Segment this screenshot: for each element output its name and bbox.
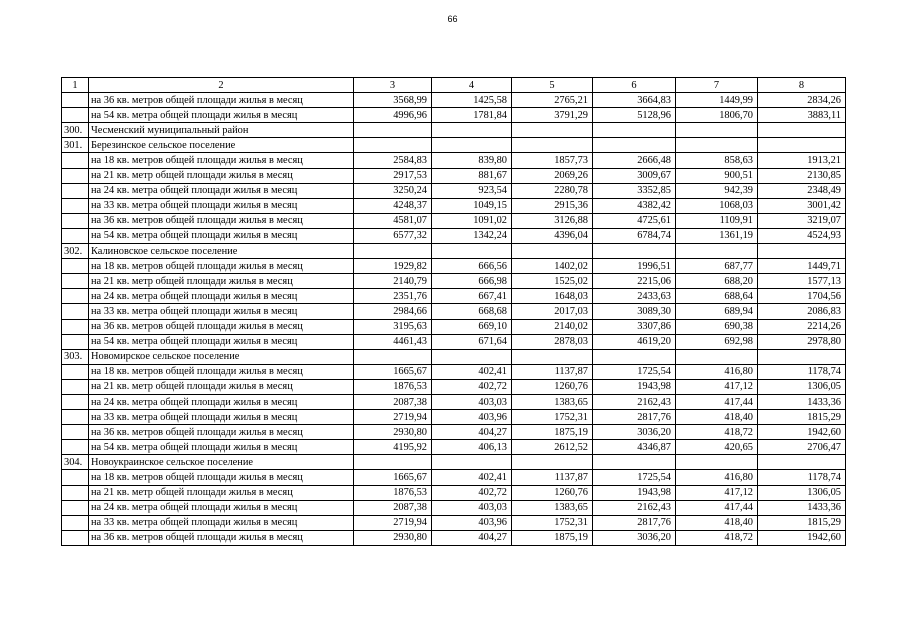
value-cell: 3001,42 — [758, 198, 846, 213]
column-number: 7 — [676, 78, 758, 93]
section-title: Чесменский муниципальный район — [89, 123, 354, 138]
row-label: на 36 кв. метров общей площади жилья в месяц — [89, 319, 354, 334]
value-cell — [432, 123, 512, 138]
section-title: Калиновское сельское поселение — [89, 244, 354, 259]
row-number — [62, 153, 89, 168]
value-cell: 2878,03 — [512, 334, 593, 349]
row-label: на 18 кв. метров общей площади жилья в месяц — [89, 364, 354, 379]
value-cell: 2086,83 — [758, 304, 846, 319]
value-cell: 2834,26 — [758, 93, 846, 108]
row-number — [62, 213, 89, 228]
row-number — [62, 530, 89, 545]
value-cell: 2130,85 — [758, 168, 846, 183]
row-number: 301. — [62, 138, 89, 153]
table-row — [62, 108, 846, 123]
value-cell: 4524,93 — [758, 228, 846, 243]
row-number — [62, 410, 89, 425]
value-cell: 1091,02 — [432, 213, 512, 228]
value-cell: 1178,74 — [758, 470, 846, 485]
value-cell: 2706,47 — [758, 440, 846, 455]
row-number — [62, 304, 89, 319]
value-cell: 1306,05 — [758, 485, 846, 500]
table-row — [62, 410, 846, 425]
value-cell: 2087,38 — [354, 394, 432, 409]
value-cell: 1996,51 — [593, 259, 676, 274]
value-cell: 1665,67 — [354, 364, 432, 379]
value-cell — [354, 349, 432, 364]
row-label: на 54 кв. метра общей площади жилья в месяц — [89, 334, 354, 349]
value-cell: 1425,58 — [432, 93, 512, 108]
value-cell: 1137,87 — [512, 470, 593, 485]
value-cell: 416,80 — [676, 364, 758, 379]
row-label: на 33 кв. метра общей площади жилья в месяц — [89, 410, 354, 425]
column-number: 6 — [593, 78, 676, 93]
value-cell: 418,72 — [676, 530, 758, 545]
column-number: 3 — [354, 78, 432, 93]
value-cell: 403,03 — [432, 500, 512, 515]
table-row — [62, 259, 846, 274]
value-cell: 3307,86 — [593, 319, 676, 334]
value-cell: 1929,82 — [354, 259, 432, 274]
value-cell: 671,64 — [432, 334, 512, 349]
value-cell: 1815,29 — [758, 410, 846, 425]
row-number — [62, 93, 89, 108]
value-cell: 1178,74 — [758, 364, 846, 379]
value-cell: 2280,78 — [512, 183, 593, 198]
table-row — [62, 304, 846, 319]
column-number: 5 — [512, 78, 593, 93]
table-row — [62, 379, 846, 394]
value-cell — [354, 138, 432, 153]
value-cell: 3126,88 — [512, 213, 593, 228]
value-cell: 923,54 — [432, 183, 512, 198]
value-cell: 1665,67 — [354, 470, 432, 485]
row-number: 304. — [62, 455, 89, 470]
value-cell: 2351,76 — [354, 289, 432, 304]
section-title: Новомирское сельское поселение — [89, 349, 354, 364]
row-number — [62, 259, 89, 274]
value-cell: 668,68 — [432, 304, 512, 319]
value-cell — [593, 123, 676, 138]
value-cell: 881,67 — [432, 168, 512, 183]
row-number — [62, 108, 89, 123]
table-row — [62, 515, 846, 530]
row-number — [62, 228, 89, 243]
value-cell: 1725,54 — [593, 364, 676, 379]
value-cell: 2017,03 — [512, 304, 593, 319]
value-cell: 2917,53 — [354, 168, 432, 183]
value-cell: 4382,42 — [593, 198, 676, 213]
value-cell: 1109,91 — [676, 213, 758, 228]
row-number — [62, 289, 89, 304]
value-cell — [593, 349, 676, 364]
value-cell: 1942,60 — [758, 425, 846, 440]
value-cell: 2978,80 — [758, 334, 846, 349]
row-label: на 24 кв. метра общей площади жилья в месяц — [89, 500, 354, 515]
value-cell: 1943,98 — [593, 485, 676, 500]
table-row — [62, 425, 846, 440]
value-cell — [676, 138, 758, 153]
row-label: на 54 кв. метра общей площади жилья в месяц — [89, 440, 354, 455]
value-cell: 666,56 — [432, 259, 512, 274]
section-title: Новоукраинское сельское поселение — [89, 455, 354, 470]
value-cell: 1913,21 — [758, 153, 846, 168]
value-cell: 692,98 — [676, 334, 758, 349]
column-number: 4 — [432, 78, 512, 93]
value-cell: 1725,54 — [593, 470, 676, 485]
value-cell: 1752,31 — [512, 515, 593, 530]
value-cell: 858,63 — [676, 153, 758, 168]
value-cell: 3219,07 — [758, 213, 846, 228]
value-cell — [758, 455, 846, 470]
row-number — [62, 319, 89, 334]
value-cell: 1306,05 — [758, 379, 846, 394]
value-cell: 2433,63 — [593, 289, 676, 304]
value-cell: 1806,70 — [676, 108, 758, 123]
value-cell: 402,72 — [432, 379, 512, 394]
value-cell: 4619,20 — [593, 334, 676, 349]
tariff-table — [61, 77, 846, 546]
value-cell — [593, 455, 676, 470]
value-cell: 2666,48 — [593, 153, 676, 168]
value-cell: 417,44 — [676, 500, 758, 515]
row-label: на 33 кв. метра общей площади жилья в месяц — [89, 198, 354, 213]
value-cell: 2612,52 — [512, 440, 593, 455]
row-label: на 36 кв. метров общей площади жилья в месяц — [89, 93, 354, 108]
value-cell: 1402,02 — [512, 259, 593, 274]
value-cell — [512, 138, 593, 153]
value-cell: 420,65 — [676, 440, 758, 455]
row-label: на 33 кв. метра общей площади жилья в месяц — [89, 515, 354, 530]
row-number — [62, 379, 89, 394]
table-row — [62, 440, 846, 455]
value-cell: 666,98 — [432, 274, 512, 289]
value-cell: 1704,56 — [758, 289, 846, 304]
value-cell: 2817,76 — [593, 515, 676, 530]
value-cell — [676, 244, 758, 259]
value-cell: 1577,13 — [758, 274, 846, 289]
value-cell: 942,39 — [676, 183, 758, 198]
section-row — [62, 123, 846, 138]
value-cell: 2584,83 — [354, 153, 432, 168]
table-row — [62, 198, 846, 213]
table-row — [62, 530, 846, 545]
value-cell: 900,51 — [676, 168, 758, 183]
value-cell: 2930,80 — [354, 530, 432, 545]
row-number — [62, 364, 89, 379]
value-cell — [676, 349, 758, 364]
row-number — [62, 183, 89, 198]
value-cell: 4461,43 — [354, 334, 432, 349]
table-row — [62, 319, 846, 334]
value-cell: 402,41 — [432, 364, 512, 379]
value-cell: 2069,26 — [512, 168, 593, 183]
value-cell: 2930,80 — [354, 425, 432, 440]
value-cell: 1876,53 — [354, 379, 432, 394]
value-cell: 1943,98 — [593, 379, 676, 394]
table-row — [62, 228, 846, 243]
value-cell — [593, 244, 676, 259]
value-cell: 3036,20 — [593, 425, 676, 440]
value-cell: 3036,20 — [593, 530, 676, 545]
value-cell: 2162,43 — [593, 500, 676, 515]
value-cell: 1876,53 — [354, 485, 432, 500]
table-row — [62, 394, 846, 409]
value-cell — [593, 138, 676, 153]
value-cell: 2817,76 — [593, 410, 676, 425]
table-row — [62, 183, 846, 198]
value-cell: 1857,73 — [512, 153, 593, 168]
value-cell: 1648,03 — [512, 289, 593, 304]
value-cell: 1361,19 — [676, 228, 758, 243]
table-row — [62, 334, 846, 349]
value-cell: 2915,36 — [512, 198, 593, 213]
value-cell: 4195,92 — [354, 440, 432, 455]
row-number: 302. — [62, 244, 89, 259]
row-number — [62, 394, 89, 409]
row-label: на 54 кв. метра общей площади жилья в месяц — [89, 108, 354, 123]
value-cell: 1433,36 — [758, 500, 846, 515]
section-row — [62, 244, 846, 259]
value-cell: 417,12 — [676, 379, 758, 394]
value-cell — [512, 455, 593, 470]
value-cell: 416,80 — [676, 470, 758, 485]
value-cell — [758, 123, 846, 138]
value-cell: 6577,32 — [354, 228, 432, 243]
value-cell — [354, 455, 432, 470]
value-cell: 688,64 — [676, 289, 758, 304]
row-number — [62, 198, 89, 213]
value-cell — [354, 244, 432, 259]
row-label: на 36 кв. метров общей площади жилья в месяц — [89, 530, 354, 545]
value-cell: 2348,49 — [758, 183, 846, 198]
value-cell: 4581,07 — [354, 213, 432, 228]
value-cell: 1449,99 — [676, 93, 758, 108]
row-number — [62, 470, 89, 485]
column-number: 8 — [758, 78, 846, 93]
value-cell: 1260,76 — [512, 485, 593, 500]
value-cell: 689,94 — [676, 304, 758, 319]
value-cell: 3883,11 — [758, 108, 846, 123]
value-cell: 2140,02 — [512, 319, 593, 334]
table-row — [62, 470, 846, 485]
value-cell: 669,10 — [432, 319, 512, 334]
value-cell: 2087,38 — [354, 500, 432, 515]
value-cell — [512, 349, 593, 364]
row-label: на 54 кв. метра общей площади жилья в месяц — [89, 228, 354, 243]
value-cell: 4396,04 — [512, 228, 593, 243]
table-row — [62, 500, 846, 515]
value-cell: 3568,99 — [354, 93, 432, 108]
value-cell: 1815,29 — [758, 515, 846, 530]
value-cell: 402,72 — [432, 485, 512, 500]
value-cell: 1781,84 — [432, 108, 512, 123]
value-cell: 667,41 — [432, 289, 512, 304]
row-number — [62, 334, 89, 349]
value-cell — [676, 455, 758, 470]
row-number — [62, 425, 89, 440]
value-cell: 4346,87 — [593, 440, 676, 455]
row-number — [62, 274, 89, 289]
value-cell: 4996,96 — [354, 108, 432, 123]
row-number — [62, 500, 89, 515]
row-label: на 18 кв. метров общей площади жилья в месяц — [89, 470, 354, 485]
column-number: 1 — [62, 78, 89, 93]
value-cell: 2719,94 — [354, 515, 432, 530]
value-cell: 418,40 — [676, 410, 758, 425]
row-number: 300. — [62, 123, 89, 138]
value-cell — [758, 244, 846, 259]
table-row — [62, 274, 846, 289]
value-cell: 1449,71 — [758, 259, 846, 274]
row-number: 303. — [62, 349, 89, 364]
value-cell: 1525,02 — [512, 274, 593, 289]
value-cell: 1433,36 — [758, 394, 846, 409]
row-number — [62, 485, 89, 500]
value-cell: 3195,63 — [354, 319, 432, 334]
row-label: на 21 кв. метр общей площади жилья в месяц — [89, 485, 354, 500]
value-cell: 839,80 — [432, 153, 512, 168]
value-cell — [432, 455, 512, 470]
row-label: на 24 кв. метра общей площади жилья в месяц — [89, 394, 354, 409]
value-cell: 402,41 — [432, 470, 512, 485]
value-cell — [676, 123, 758, 138]
value-cell: 1342,24 — [432, 228, 512, 243]
value-cell — [432, 244, 512, 259]
section-row — [62, 455, 846, 470]
section-row — [62, 349, 846, 364]
value-cell: 1137,87 — [512, 364, 593, 379]
section-title: Березинское сельское поселение — [89, 138, 354, 153]
value-cell: 3009,67 — [593, 168, 676, 183]
value-cell: 4248,37 — [354, 198, 432, 213]
row-label: на 21 кв. метр общей площади жилья в месяц — [89, 168, 354, 183]
value-cell: 2140,79 — [354, 274, 432, 289]
row-number — [62, 515, 89, 530]
value-cell: 2984,66 — [354, 304, 432, 319]
table-row — [62, 485, 846, 500]
column-number: 2 — [89, 78, 354, 93]
value-cell: 1942,60 — [758, 530, 846, 545]
value-cell — [512, 123, 593, 138]
value-cell: 2215,06 — [593, 274, 676, 289]
value-cell: 418,40 — [676, 515, 758, 530]
row-label: на 36 кв. метров общей площади жилья в месяц — [89, 213, 354, 228]
value-cell: 1383,65 — [512, 500, 593, 515]
value-cell: 406,13 — [432, 440, 512, 455]
table-row — [62, 213, 846, 228]
value-cell: 3791,29 — [512, 108, 593, 123]
value-cell: 3089,30 — [593, 304, 676, 319]
value-cell — [758, 138, 846, 153]
value-cell: 5128,96 — [593, 108, 676, 123]
value-cell: 1875,19 — [512, 530, 593, 545]
value-cell — [354, 123, 432, 138]
value-cell: 403,03 — [432, 394, 512, 409]
value-cell — [758, 349, 846, 364]
value-cell: 6784,74 — [593, 228, 676, 243]
table-row — [62, 93, 846, 108]
value-cell: 3664,83 — [593, 93, 676, 108]
row-number — [62, 440, 89, 455]
value-cell: 4725,61 — [593, 213, 676, 228]
value-cell: 1049,15 — [432, 198, 512, 213]
value-cell: 1383,65 — [512, 394, 593, 409]
value-cell: 690,38 — [676, 319, 758, 334]
value-cell: 417,44 — [676, 394, 758, 409]
value-cell: 403,96 — [432, 515, 512, 530]
table-row — [62, 289, 846, 304]
row-label: на 33 кв. метра общей площади жилья в месяц — [89, 304, 354, 319]
row-label: на 24 кв. метра общей площади жилья в месяц — [89, 183, 354, 198]
row-label: на 21 кв. метр общей площади жилья в месяц — [89, 274, 354, 289]
table-row — [62, 168, 846, 183]
page-number: 66 — [447, 14, 458, 24]
column-number-row — [62, 78, 846, 93]
row-number — [62, 168, 89, 183]
value-cell: 2719,94 — [354, 410, 432, 425]
value-cell: 404,27 — [432, 425, 512, 440]
table-row — [62, 364, 846, 379]
row-label: на 24 кв. метра общей площади жилья в месяц — [89, 289, 354, 304]
row-label: на 18 кв. метров общей площади жилья в месяц — [89, 153, 354, 168]
value-cell: 3352,85 — [593, 183, 676, 198]
row-label: на 18 кв. метров общей площади жилья в месяц — [89, 259, 354, 274]
row-label: на 21 кв. метр общей площади жилья в месяц — [89, 379, 354, 394]
value-cell: 1875,19 — [512, 425, 593, 440]
value-cell: 1260,76 — [512, 379, 593, 394]
value-cell: 1752,31 — [512, 410, 593, 425]
value-cell: 1068,03 — [676, 198, 758, 213]
value-cell — [432, 349, 512, 364]
value-cell: 418,72 — [676, 425, 758, 440]
value-cell: 687,77 — [676, 259, 758, 274]
section-row — [62, 138, 846, 153]
value-cell — [512, 244, 593, 259]
value-cell: 2162,43 — [593, 394, 676, 409]
value-cell: 2214,26 — [758, 319, 846, 334]
row-label: на 36 кв. метров общей площади жилья в месяц — [89, 425, 354, 440]
table-row — [62, 153, 846, 168]
table-body — [62, 78, 846, 546]
value-cell: 417,12 — [676, 485, 758, 500]
value-cell: 2765,21 — [512, 93, 593, 108]
value-cell — [432, 138, 512, 153]
value-cell: 404,27 — [432, 530, 512, 545]
value-cell: 3250,24 — [354, 183, 432, 198]
value-cell: 403,96 — [432, 410, 512, 425]
value-cell: 688,20 — [676, 274, 758, 289]
